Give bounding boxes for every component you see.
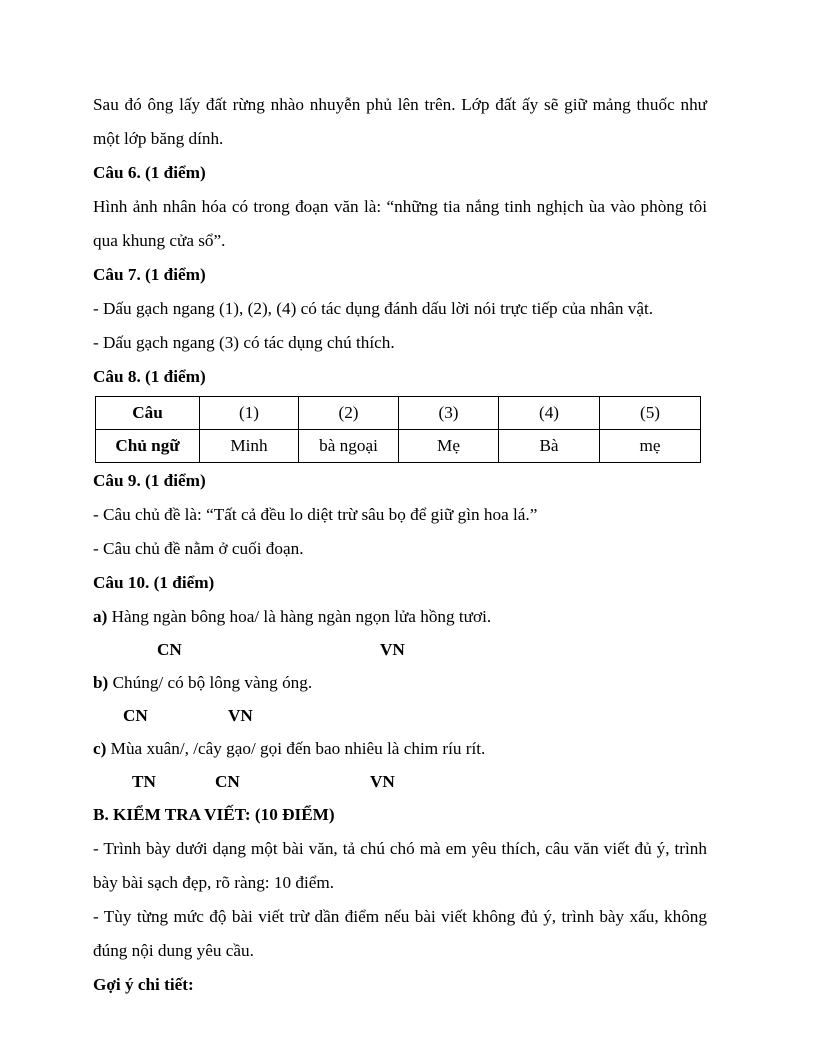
question-9-answer-line-1: - Câu chủ đề là: “Tất cả đều lo diệt trừ sâu bọ để giữ gìn hoa lá.” (93, 505, 538, 524)
table-cell-column-2: (2) (299, 397, 399, 430)
item-c-tag-vn: VN (370, 772, 395, 791)
item-a-marker: a) (93, 607, 108, 626)
question-6-heading: Câu 6. (1 điểm) (93, 163, 206, 182)
table-cell-subject-5: mẹ (600, 430, 701, 463)
item-c-tag-row (93, 766, 707, 798)
question-7-answer-line-2: - Dấu gạch ngang (3) có tác dụng chú thích. (93, 333, 395, 352)
item-b-marker: b) (93, 673, 109, 692)
question-6-answer: Hình ảnh nhân hóa có trong đoạn văn là: “những tia nắng tinh nghịch ùa vào phòng tôi qua khung cửa sổ”. (93, 197, 707, 250)
table-cell-subject-1: Minh (200, 430, 299, 463)
table-row-label-cau: Câu (96, 397, 200, 430)
question-7-answer-line-1: - Dấu gạch ngang (1), (2), (4) có tác dụng đánh dấu lời nói trực tiếp của nhân vật. (93, 299, 654, 318)
item-c-sentence: Mùa xuân/, /cây gạo/ gọi đến bao nhiêu là chim ríu rít. (106, 739, 486, 758)
item-a-tag-cn: CN (157, 640, 182, 659)
table-cell-column-3: (3) (399, 397, 499, 430)
question-10-item-b (93, 666, 707, 700)
intro-paragraph: Sau đó ông lấy đất rừng nhào nhuyễn phủ lên trên. Lớp đất ấy sẽ giữ mảng thuốc như một lớp băng dính. (93, 95, 707, 148)
item-c-marker: c) (93, 739, 107, 758)
table-row-sentence-numbers (96, 397, 701, 430)
document-body (93, 88, 707, 1002)
question-9-heading: Câu 9. (1 điểm) (93, 471, 206, 490)
table-cell-subject-4: Bà (499, 430, 600, 463)
question-10-heading: Câu 10. (1 điểm) (93, 573, 215, 592)
table-cell-column-1: (1) (200, 397, 299, 430)
question-7-heading: Câu 7. (1 điểm) (93, 265, 206, 284)
section-b-heading: B. KIỂM TRA VIẾT: (10 ĐIỂM) (93, 805, 335, 824)
item-c-tag-tn: TN (132, 772, 156, 791)
item-c-tag-cn: CN (215, 772, 240, 791)
section-b-criteria-1: - Trình bày dưới dạng một bài văn, tả chú chó mà em yêu thích, câu văn viết đủ ý, trình bày bài sạch đẹp, rõ ràng: 10 điểm. (93, 839, 707, 892)
question-8-heading: Câu 8. (1 điểm) (93, 367, 206, 386)
item-b-tag-cn: CN (123, 706, 148, 725)
item-b-tag-vn: VN (228, 706, 253, 725)
item-b-tag-row (93, 700, 707, 732)
item-a-sentence: Hàng ngàn bông hoa/ là hàng ngàn ngọn lửa hồng tươi. (107, 607, 492, 626)
table-cell-subject-2: bà ngoại (299, 430, 399, 463)
question-10-item-c (93, 732, 707, 766)
table-cell-subject-3: Mẹ (399, 430, 499, 463)
table-cell-column-4: (4) (499, 397, 600, 430)
section-b-criteria-2: - Tùy từng mức độ bài viết trừ dần điểm nếu bài viết không đủ ý, trình bày xấu, không đúng nội dung yêu cầu. (93, 907, 707, 960)
section-b-detail-heading: Gợi ý chi tiết: (93, 975, 194, 994)
table-row-subjects (96, 430, 701, 463)
subject-analysis-table (95, 396, 701, 463)
item-a-tag-row (93, 634, 707, 666)
item-b-sentence: Chúng/ có bộ lông vàng óng. (108, 673, 313, 692)
table-cell-column-5: (5) (600, 397, 701, 430)
question-10-item-a (93, 600, 707, 634)
question-9-answer-line-2: - Câu chủ đề nằm ở cuối đoạn. (93, 539, 304, 558)
item-a-tag-vn: VN (380, 640, 405, 659)
table-row-label-chu-ngu: Chủ ngữ (96, 430, 200, 463)
